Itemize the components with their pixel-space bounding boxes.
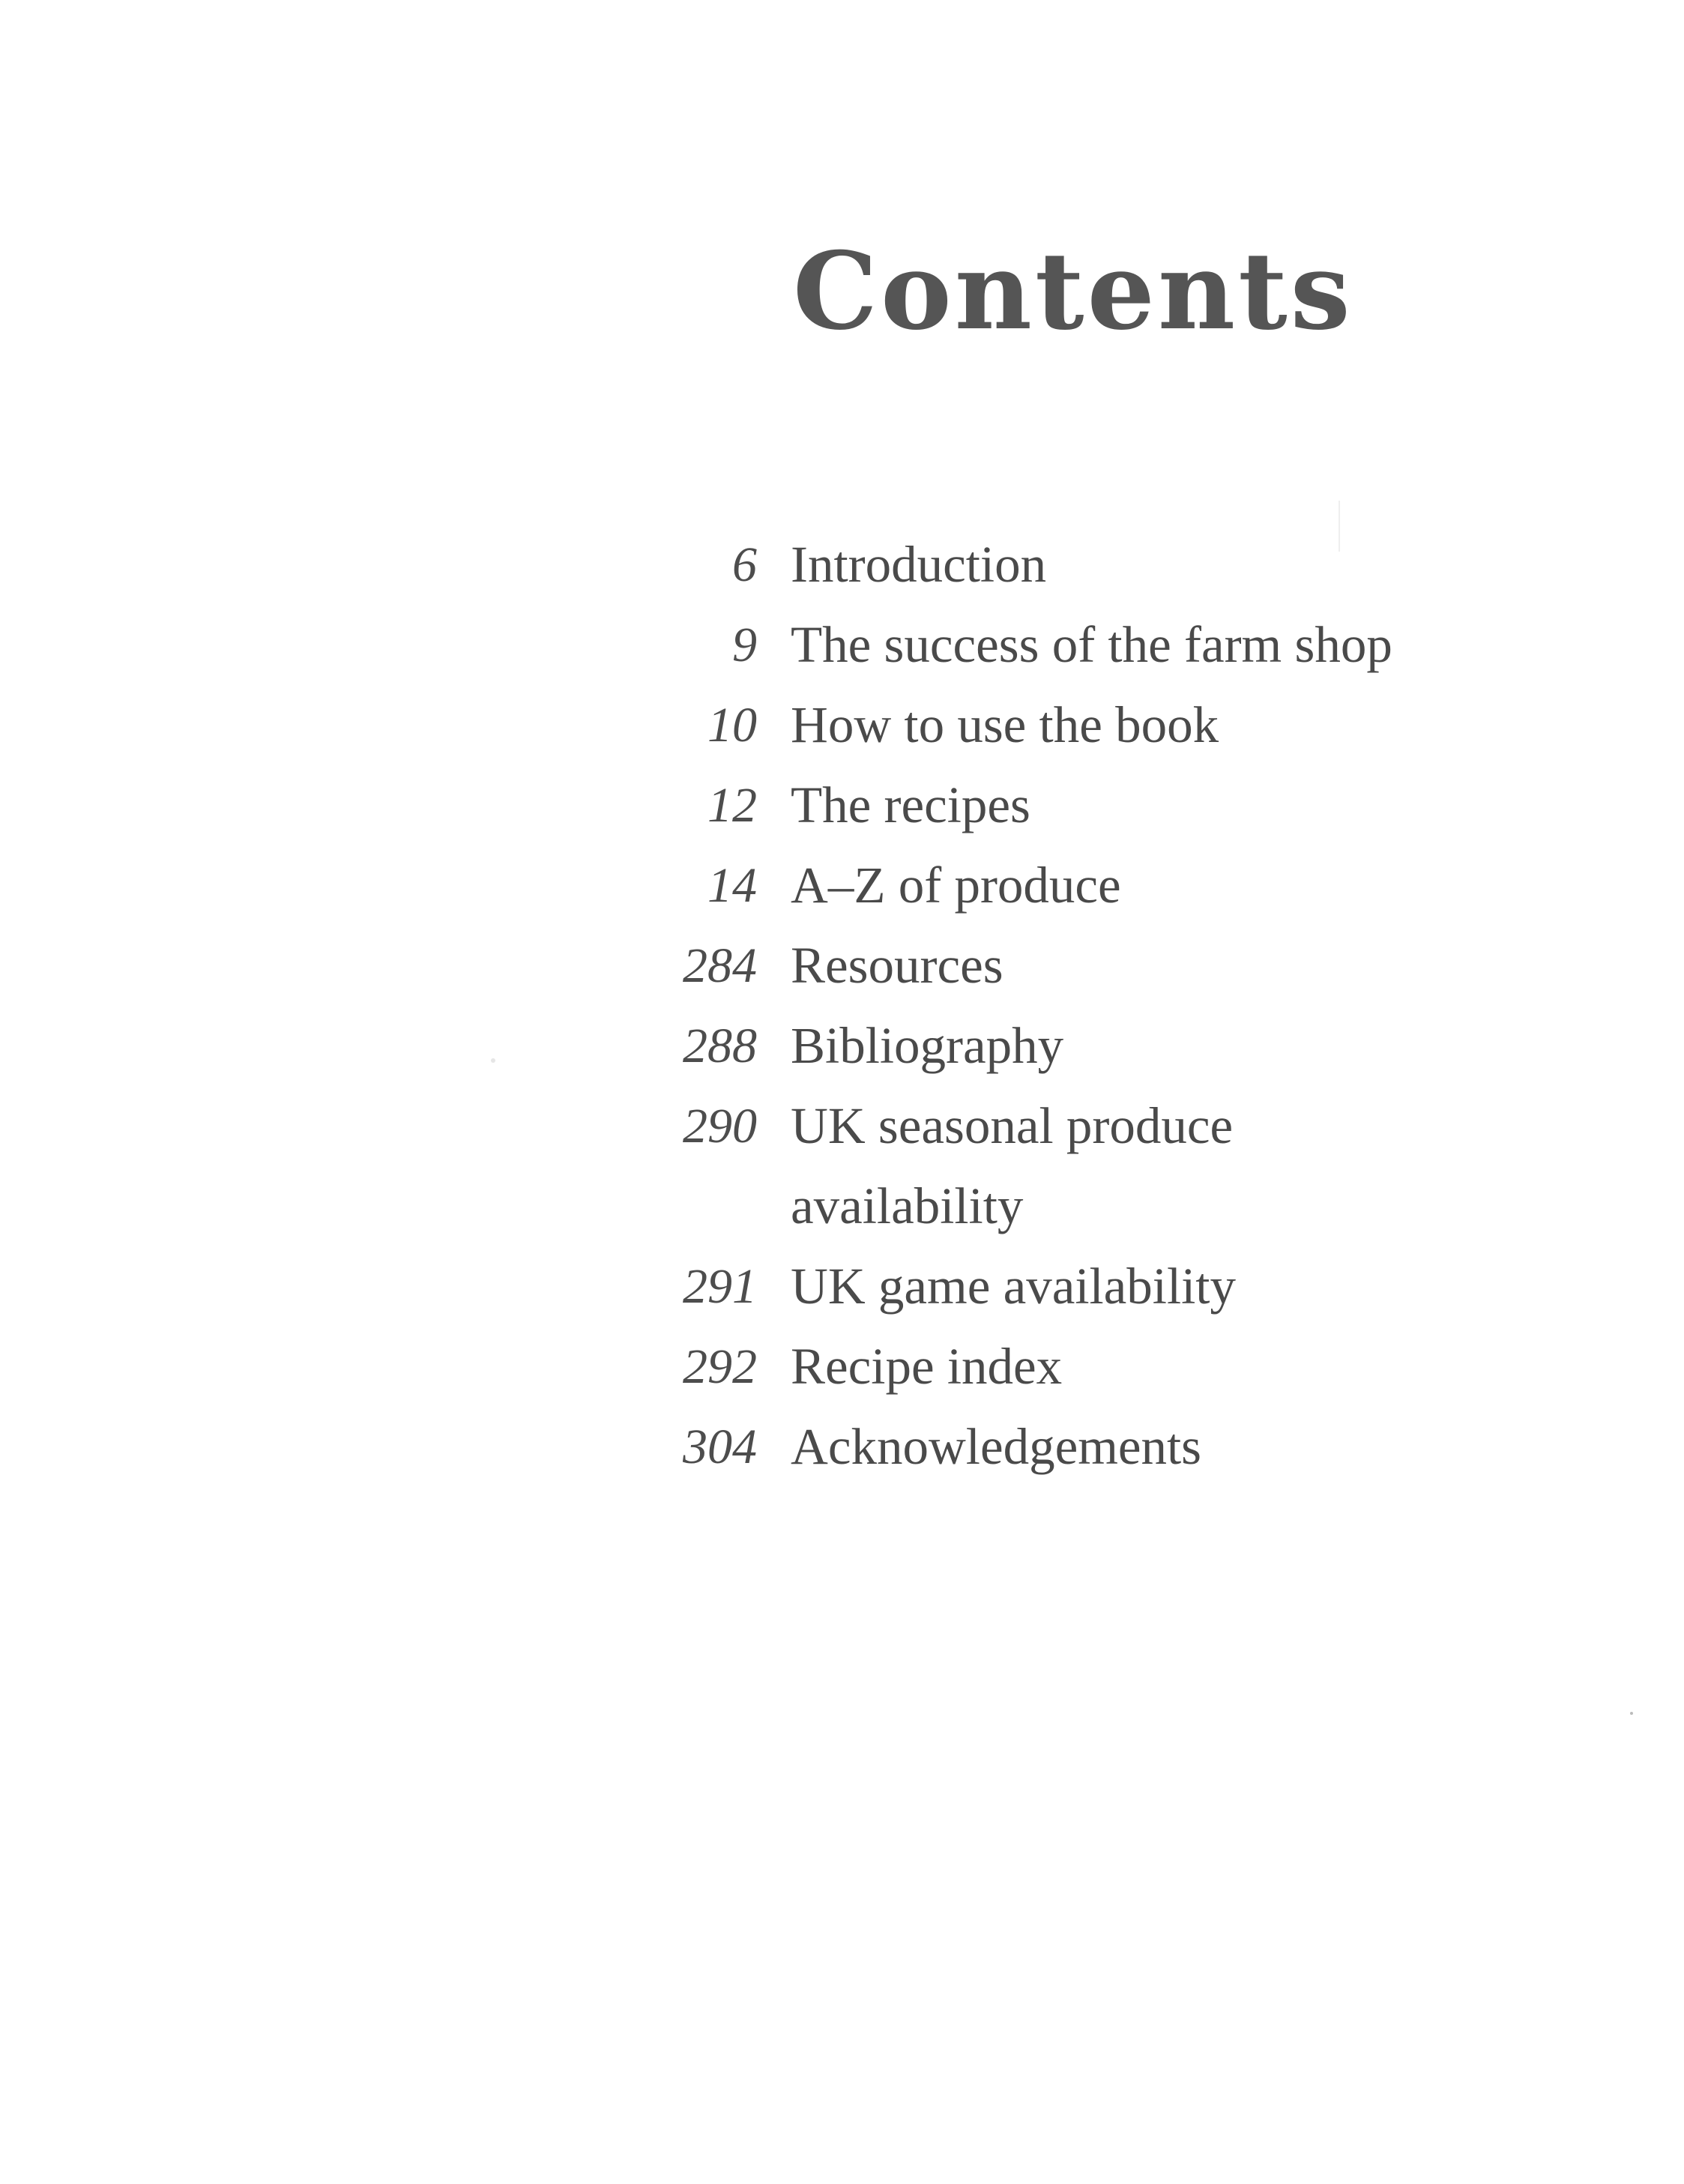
toc-entry-title: How to use the book [791, 696, 1219, 753]
toc-entry [0, 1006, 1684, 1086]
toc-entry [0, 765, 1684, 845]
table-of-contents [0, 525, 1684, 1487]
toc-page-number: 10 [707, 698, 757, 752]
toc-entry-title: UK game availability [791, 1258, 1236, 1315]
toc-page-number: 14 [707, 858, 757, 913]
toc-entry-title: Recipe index [791, 1338, 1063, 1395]
toc-entry-title: UK seasonal produce availability [791, 1097, 1234, 1234]
toc-page-number: 288 [683, 1019, 757, 1073]
toc-page-number: 290 [683, 1099, 757, 1153]
toc-entry-title: The recipes [791, 776, 1030, 833]
toc-entry [0, 605, 1684, 685]
toc-entry [0, 926, 1684, 1006]
toc-entry [0, 685, 1684, 765]
scan-speck [491, 1058, 495, 1063]
toc-page-number: 304 [683, 1420, 757, 1474]
toc-page-number: 291 [683, 1259, 757, 1314]
toc-entry [0, 1327, 1684, 1407]
toc-page-number: 12 [707, 778, 757, 833]
toc-entry-title: Resources [791, 937, 1004, 994]
scan-speck [1630, 1712, 1633, 1715]
toc-entry-title: Acknowledgements [791, 1418, 1202, 1475]
toc-entry-title: Bibliography [791, 1017, 1064, 1074]
toc-entry-title: A–Z of produce [791, 857, 1121, 914]
toc-entry [0, 1086, 1684, 1246]
scan-speck [1339, 501, 1340, 552]
toc-page-number: 6 [732, 537, 757, 592]
toc-entry [0, 1407, 1684, 1487]
toc-entry-title: The success of the farm shop [791, 616, 1392, 673]
toc-entry [0, 845, 1684, 926]
toc-entry [0, 525, 1684, 605]
toc-page-number: 9 [732, 618, 757, 672]
toc-page-number: 292 [683, 1339, 757, 1394]
toc-entry-title: Introduction [791, 536, 1047, 593]
toc-page-number: 284 [683, 938, 757, 993]
page-title: Contents [793, 229, 1353, 354]
toc-entry [0, 1246, 1684, 1327]
